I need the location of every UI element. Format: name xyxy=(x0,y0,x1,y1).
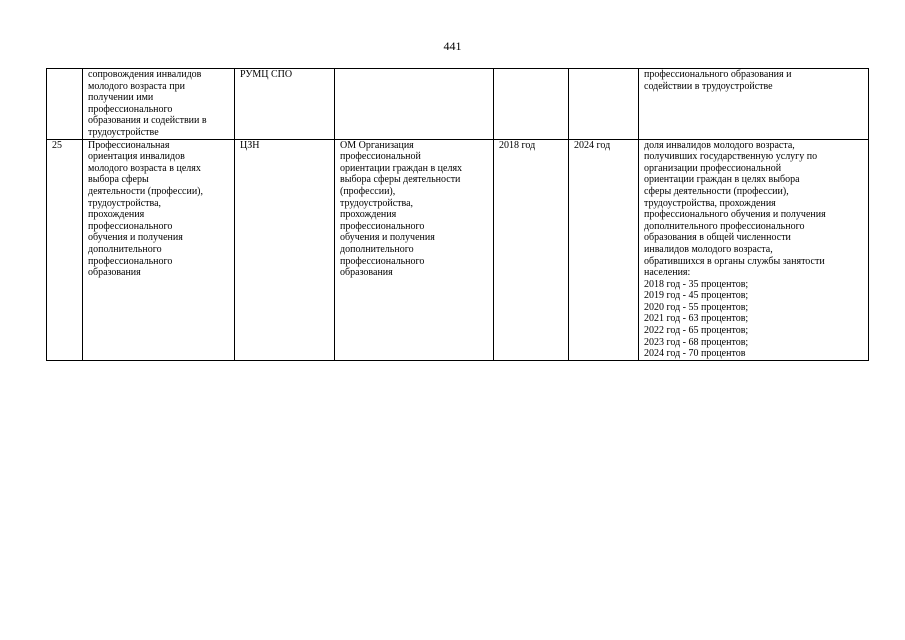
funding-source-cell xyxy=(335,69,494,140)
row-number-cell: 25 xyxy=(47,139,83,360)
end-year-cell: 2024 год xyxy=(569,139,639,360)
page-number: 441 xyxy=(443,39,462,53)
table-row xyxy=(47,69,869,140)
indicator-cell: доля инвалидов молодого возраста, получивших государственную услугу по организации профессиональной ориентации граждан в целях выбора сферы деятельности (профессии), трудоустройства, прохождения профессионального обучения и получения дополнительного профессионального образования в общей численности инвалидов молодого возраста, обратившихся в органы службы занятости населения: 2018 год - 35 процентов; 2019 год - 45 процентов; 2020 год - 55 процентов; 2021 год - 63 процентов; 2022 год - 65 процентов; 2023 год - 68 процентов; 2024 год - 70 процентов xyxy=(639,139,869,360)
executor-cell: РУМЦ СПО xyxy=(235,69,335,140)
funding-source-cell: ОМ Организация профессиональной ориентации граждан в целях выбора сферы деятельности (профессии), трудоустройства, прохождения профессионального обучения и получения дополнительного профессионального образования xyxy=(335,139,494,360)
executor-cell: ЦЗН xyxy=(235,139,335,360)
measures-table xyxy=(46,68,869,361)
indicator-cell: профессионального образования и содействии в трудоустройстве xyxy=(639,69,869,140)
measure-description-cell: Профессиональная ориентация инвалидов молодого возраста в целях выбора сферы деятельности (профессии), трудоустройства, прохождения профессионального обучения и получения дополнительного профессионального образования xyxy=(83,139,235,360)
measure-description-cell: сопровождения инвалидов молодого возраста при получении ими профессионального образования и содействии в трудоустройстве xyxy=(83,69,235,140)
table-row xyxy=(47,139,869,360)
end-year-cell xyxy=(569,69,639,140)
start-year-cell: 2018 год xyxy=(494,139,569,360)
start-year-cell xyxy=(494,69,569,140)
row-number-cell xyxy=(47,69,83,140)
